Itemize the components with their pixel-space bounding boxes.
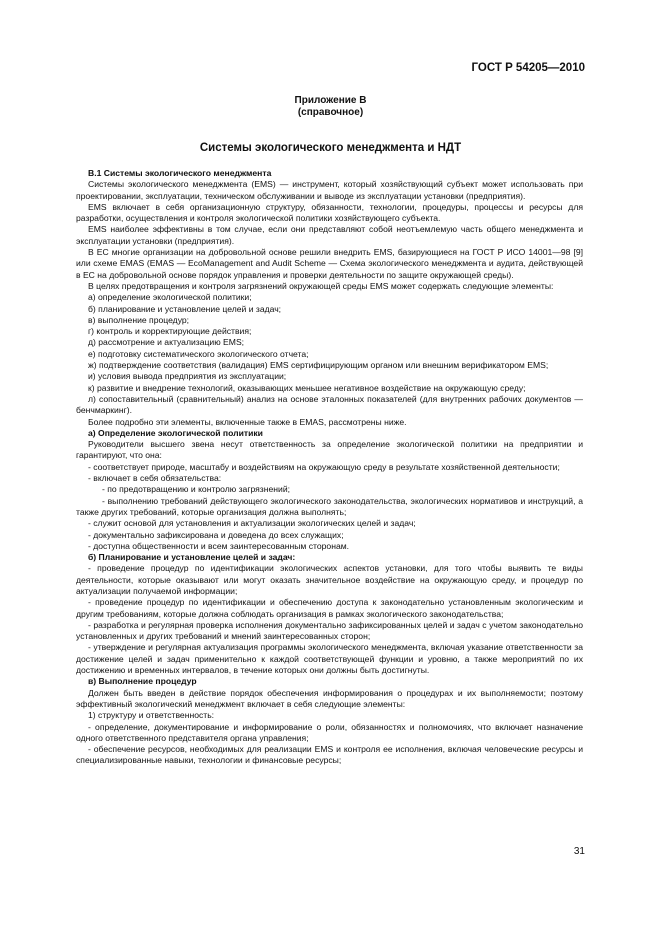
annex-label: Приложение В: [294, 95, 367, 106]
body-paragraph: - по предотвращению и контролю загрязнений;: [102, 484, 291, 495]
body-paragraph: EMS наиболее эффективны в том случае, если они представляют собой неотъемлемую часть общего менеджмента и эксплуатации установки (предприятия).: [76, 224, 583, 246]
section-heading: в) Выполнение процедур: [88, 676, 197, 687]
page-number: 31: [573, 846, 585, 857]
document-body: [76, 168, 583, 767]
body-paragraph: к) развитие и внедрение технологий, оказывающих меньшее негативное воздействие на окружающую среду;: [88, 382, 526, 393]
body-paragraph: 1) структуру и ответственность:: [88, 710, 215, 721]
body-paragraph: EMS включает в себя организационную структуру, обязанности, технологии, процедуры, процессы и ресурсы для разработки, осуществления и контроля экологической политики хозяйствующего субъекта.: [76, 201, 583, 224]
body-paragraph: - проведение процедур по идентификации экологических аспектов установки, для того чтобы выявить те виды деятельности, которые оказывают или могут оказать значительное воздействие на окружающую среду, и процедур по актуализации получаемой информации;: [76, 563, 583, 596]
body-paragraph: г) контроль и корректирующие действия;: [88, 326, 252, 337]
annex-title: Системы экологического менеджмента и НДТ: [199, 142, 462, 154]
body-paragraph: б) планирование и установление целей и задач;: [88, 303, 282, 314]
body-paragraph: В целях предотвращения и контроля загрязнений окружающей среды EMS может содержать следующие элементы:: [88, 280, 554, 291]
body-paragraph: - документально зафиксирована и доведена до всех служащих;: [88, 529, 344, 540]
body-paragraph: Руководители высшего звена несут ответственность за определение экологической политики на предприятии и гарантируют, что она:: [76, 439, 583, 461]
section-heading: б) Планирование и установление целей и задач:: [88, 552, 296, 563]
body-paragraph: - включает в себя обязательства:: [88, 473, 222, 484]
body-paragraph: Более подробно эти элементы, включенные также в EMAS, рассмотрены ниже.: [88, 416, 407, 427]
body-paragraph: - соответствует природе, масштабу и воздействиям на окружающую среду в результате хозяйственной деятельности;: [88, 461, 560, 472]
body-paragraph: в) выполнение процедур;: [88, 314, 190, 325]
body-paragraph: ж) подтверждение соответствия (валидация) EMS сертифицирующим органом или внешним верификатором EMS;: [88, 360, 549, 371]
body-paragraph: а) определение экологической политики;: [88, 292, 252, 303]
body-paragraph: - проведение процедур по идентификации и обеспечению доступа к законодательно установленным экологическим и другим требованиям, которые должна соблюдать организация в рамках экологического законодательства;: [76, 597, 583, 619]
body-paragraph: - выполнению требований действующего экологического законодательства, экологических нормативов и инструкций, а также других требований, которые организация должна выполнять;: [76, 495, 583, 517]
body-paragraph: Должен быть введен в действие порядок обеспечения информирования о процедурах и их выполняемости; поэтому эффективный экологический менеджмент включает в себя следующие элементы:: [76, 687, 583, 709]
document-code: ГОСТ Р 54205—2010: [471, 62, 585, 74]
body-paragraph: - обеспечение ресурсов, необходимых для реализации EMS и контроля ее исполнения, включая человеческие ресурсы и специализированные навыки, технологии и финансовые ресурсы;: [76, 744, 583, 766]
body-paragraph: и) условия вывода предприятия из эксплуатации;: [88, 371, 287, 382]
body-paragraph: - утверждение и регулярная актуализация программы экологического менеджмента, включая указание ответственности за достижение целей и задач применительно к каждой соответствующей функции и уровню, а также мероприятий по их достижению и временных интервалов, в течение которых они должны быть достигнуты.: [76, 642, 583, 676]
body-paragraph: - разработка и регулярная проверка исполнения документально зафиксированных целей и задач с учетом законодательно установленных и других требований и мнений заинтересованных сторон;: [76, 619, 583, 642]
body-paragraph: - определение, документирование и информирование о роли, обязанностях и полномочиях, что включает назначение одного ответственного представителя органа управления;: [76, 721, 583, 743]
body-paragraph: - служит основой для установления и актуализации экологических целей и задач;: [88, 518, 416, 529]
body-paragraph: д) рассмотрение и актуализацию EMS;: [88, 337, 245, 348]
body-paragraph: е) подготовку систематического экологического отчета;: [88, 348, 309, 359]
body-paragraph: - доступна общественности и всем заинтересованным сторонам.: [88, 540, 350, 551]
section-heading: В.1 Системы экологического менеджмента: [88, 168, 272, 178]
annex-type: (справочное): [297, 107, 364, 118]
annex-heading: [0, 95, 661, 119]
body-paragraph: В ЕС многие организации на добровольной основе решили внедрить EMS, базирующиеся на ГОСТ Р ИСО 14001—98 [9] или схеме EMAS (EMAS — EcoManagement and Audit Scheme — Схема экологического менеджмента и аудита, действующей в ЕС на добровольной основе порядок управления и проверки деятельности по защите окружающей среды).: [76, 247, 583, 280]
body-paragraph: л) сопоставительный (сравнительный) анализ на основе эталонных показателей (для внутренних рабочих документов — бенчмаркинг).: [76, 393, 583, 416]
section-heading: а) Определение экологической политики: [88, 427, 263, 438]
body-paragraph: Системы экологического менеджмента (EMS) — инструмент, который хозяйствующий субъект может использовать при проектировании, эксплуатации, техническом обслуживании и выводе из эксплуатации установки (предприятия).: [76, 179, 583, 201]
